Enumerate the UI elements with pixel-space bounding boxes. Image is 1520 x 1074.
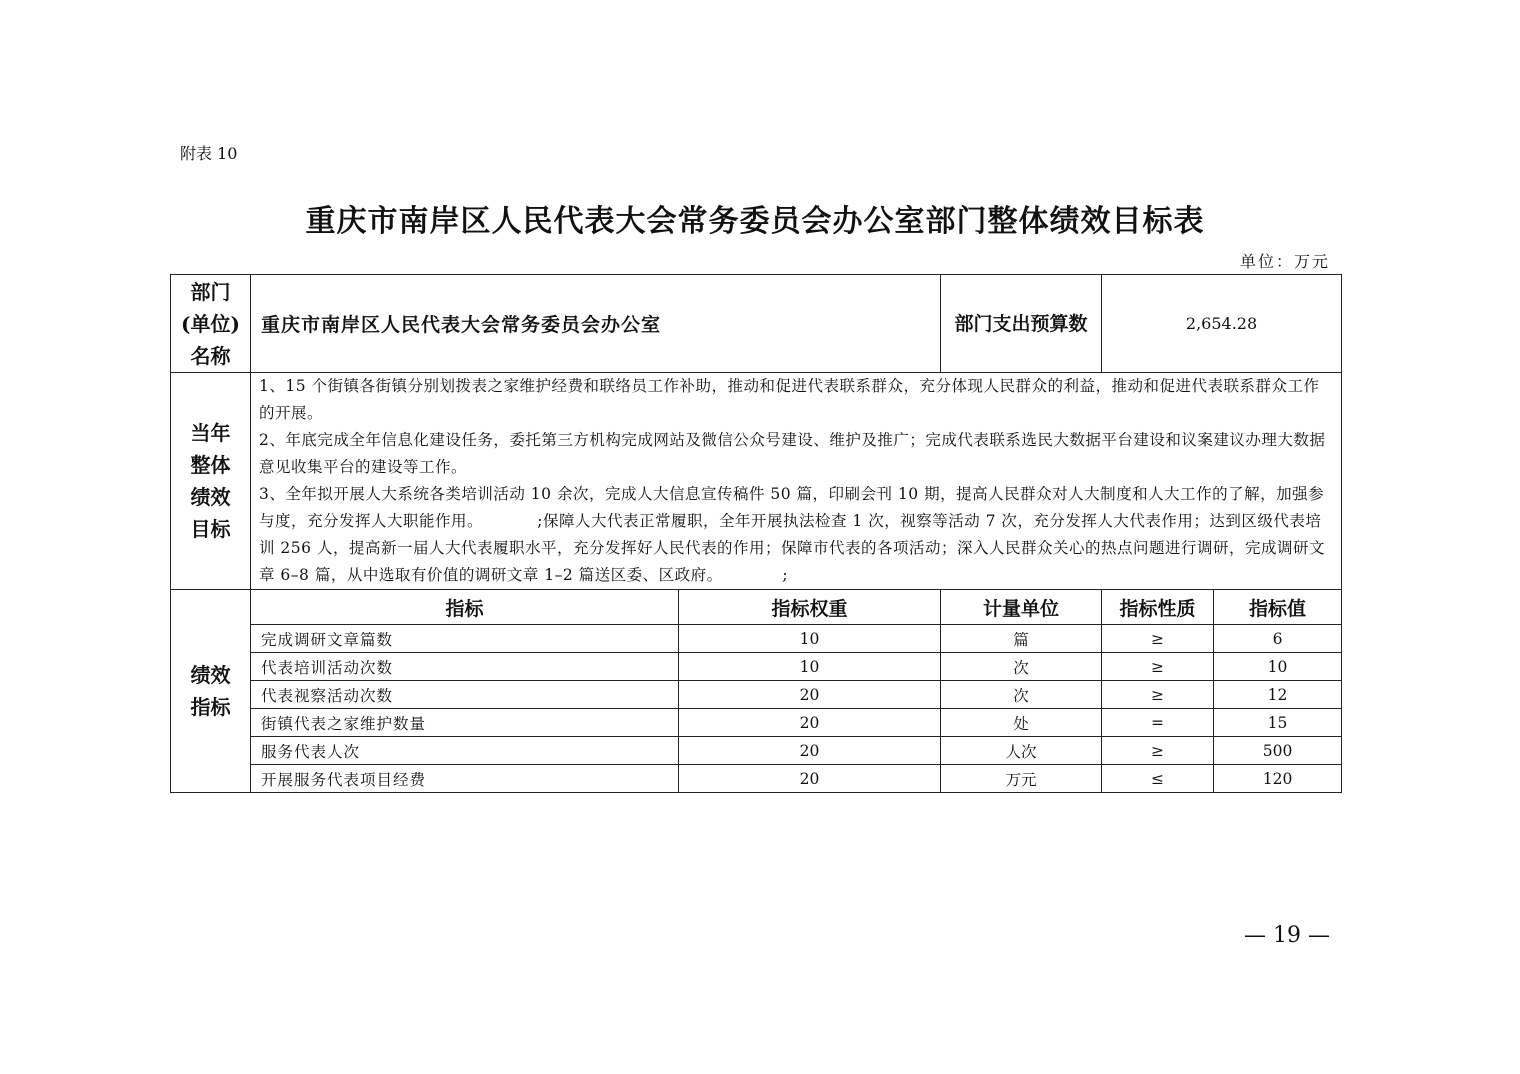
indicator-name: 服务代表人次 bbox=[251, 737, 679, 765]
indicator-name: 代表视察活动次数 bbox=[251, 681, 679, 709]
indicator-value: 15 bbox=[1214, 709, 1342, 737]
indicator-unit: 处 bbox=[941, 709, 1102, 737]
indicator-name: 开展服务代表项目经费 bbox=[251, 765, 679, 793]
header-unit: 计量单位 bbox=[941, 590, 1102, 625]
goal-paragraph-3: 3、全年拟开展人大系统各类培训活动 10 余次，完成人大信息宣传稿件 50 篇，印刷会刊 10 期，提高人民群众对人大制度和人大工作的了解，加强参与度，充分发挥人大职能作用。 ;保障人大代表正常履职，全年开展执法检查 1 次，视察等活动 7 次，充分发挥人大代表作用；达到区级代表培训 256 人，提高新一届人大代表履职水平，充分发挥好人民代表的作用；保障市代表的各项活动；深入人民群众关心的热点问题进行调研，完成调研文章 6–8 篇，从中选取有价值的调研文章 1–2 篇送区委、区政府。 ; bbox=[259, 485, 1325, 584]
header-indicator: 指标 bbox=[251, 590, 679, 625]
indicator-weight: 20 bbox=[679, 709, 941, 737]
dept-label: 部门 (单位) 名称 bbox=[181, 279, 240, 368]
header-value: 指标值 bbox=[1214, 590, 1342, 625]
indicator-unit: 次 bbox=[941, 681, 1102, 709]
indicator-name: 街镇代表之家维护数量 bbox=[251, 709, 679, 737]
indicator-value: 10 bbox=[1214, 653, 1342, 681]
budget-value: 2,654.28 bbox=[1102, 275, 1342, 373]
unit-label: 单位：万元 bbox=[1239, 252, 1330, 271]
indicator-nature: ≤ bbox=[1102, 765, 1214, 793]
indicator-value: 6 bbox=[1214, 625, 1342, 653]
dept-label-cell bbox=[171, 275, 251, 373]
appendix-label: 附表 10 bbox=[180, 144, 238, 163]
table-row bbox=[171, 653, 1342, 681]
indicator-weight: 10 bbox=[679, 625, 941, 653]
goals-label-cell bbox=[171, 373, 251, 590]
goals-label: 当年整体绩效目标 bbox=[190, 421, 231, 541]
indicator-weight: 20 bbox=[679, 681, 941, 709]
goal-paragraph-1: 1、15 个街镇各街镇分别划拨表之家维护经费和联络员工作补助，推动和促进代表联系群众，充分体现人民群众的利益，推动和促进代表联系群众工作的开展。 bbox=[259, 377, 1320, 422]
document-title: 重庆市南岸区人民代表大会常务委员会办公室部门整体绩效目标表 bbox=[305, 204, 1205, 239]
indicators-label: 绩效指标 bbox=[190, 663, 231, 719]
indicator-nature: ≥ bbox=[1102, 625, 1214, 653]
indicator-weight: 20 bbox=[679, 737, 941, 765]
header-nature: 指标性质 bbox=[1102, 590, 1214, 625]
indicator-value: 120 bbox=[1214, 765, 1342, 793]
indicator-name: 代表培训活动次数 bbox=[251, 653, 679, 681]
indicator-nature: ≥ bbox=[1102, 737, 1214, 765]
table-row bbox=[171, 681, 1342, 709]
indicator-value: 12 bbox=[1214, 681, 1342, 709]
goals-text bbox=[251, 373, 1342, 590]
budget-label-cell bbox=[941, 275, 1102, 373]
indicator-nature: ≥ bbox=[1102, 653, 1214, 681]
indicator-unit: 万元 bbox=[941, 765, 1102, 793]
indicator-nature: ≥ bbox=[1102, 681, 1214, 709]
indicator-weight: 10 bbox=[679, 653, 941, 681]
performance-table bbox=[170, 274, 1342, 793]
budget-label: 部门支出预算数 bbox=[954, 312, 1088, 335]
goal-paragraph-2: 2、年底完成全年信息化建设任务，委托第三方机构完成网站及微信公众号建设、维护及推广；完成代表联系选民大数据平台建设和议案建议办理大数据意见收集平台的建设等工作。 bbox=[259, 431, 1326, 476]
indicator-name: 完成调研文章篇数 bbox=[251, 625, 679, 653]
indicator-nature: = bbox=[1102, 709, 1214, 737]
indicator-unit: 次 bbox=[941, 653, 1102, 681]
indicator-value: 500 bbox=[1214, 737, 1342, 765]
table-row bbox=[171, 625, 1342, 653]
indicator-header-row bbox=[171, 590, 1342, 625]
indicator-unit: 人次 bbox=[941, 737, 1102, 765]
indicator-weight: 20 bbox=[679, 765, 941, 793]
table-row bbox=[171, 765, 1342, 793]
dept-name: 重庆市南岸区人民代表大会常务委员会办公室 bbox=[251, 275, 941, 373]
table-row bbox=[171, 709, 1342, 737]
table-row bbox=[171, 737, 1342, 765]
goals-row bbox=[171, 373, 1342, 590]
dept-row bbox=[171, 275, 1342, 373]
indicators-label-cell bbox=[171, 590, 251, 793]
header-weight: 指标权重 bbox=[679, 590, 941, 625]
page-number: — 19 — bbox=[1244, 923, 1330, 948]
indicator-unit: 篇 bbox=[941, 625, 1102, 653]
